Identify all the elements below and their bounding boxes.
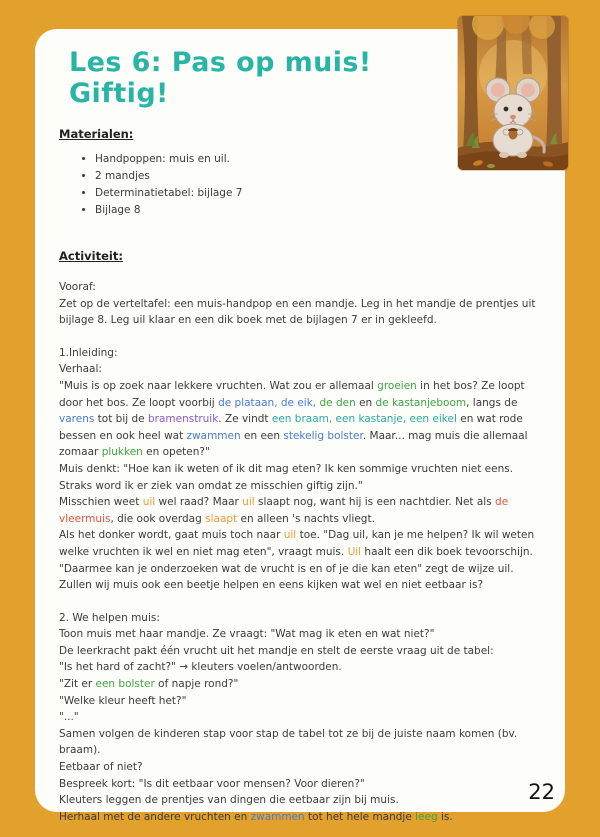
help-line: Bespreek kort: "Is dit eetbaar voor mensen? Voor dieren?" <box>59 777 365 790</box>
mouse-illustration <box>458 16 568 170</box>
vooraf-text: Zet op de verteltafel: een muis-handpop en een mandje. Leg in het mandje de prentjes uit bijlage 8. Leg uil klaar en een dik boek met de bijlagen 7 er in gekleefd. <box>59 297 536 327</box>
help-line: Kleuters leggen de prentjes van dingen die eetbaar zijn bij muis. <box>59 794 399 807</box>
help-line: Herhaal met de andere vruchten en zwammen tot het hele mandje leeg is. <box>59 810 453 823</box>
page-title: Les 6: Pas op muis! Giftig! <box>69 47 372 109</box>
help-line: "Zit er een bolster of napje rond?" <box>59 678 239 691</box>
verhaal-label: Verhaal: <box>59 363 102 376</box>
help-line: Samen volgen de kinderen stap voor stap de tabel tot ze bij de juiste naam komen (bv. braam). <box>59 727 518 757</box>
story-paragraph: "Daarmee kan je onderzoeken wat de vrucht is en of je die kan eten" zegt de wijze uil. <box>59 562 514 575</box>
material-item: • Handpoppen: muis en uil. <box>95 151 537 168</box>
vooraf-label: Vooraf: <box>59 281 96 293</box>
activity-heading: Activiteit: <box>59 249 123 263</box>
help-line: "Is het hard of zacht?" → kleuters voelen/antwoorden. <box>59 661 342 674</box>
material-item: • 2 mandjes <box>95 168 537 185</box>
material-item: • Determinatietabel: bijlage 7 <box>95 185 537 202</box>
story-paragraph: "Muis is op zoek naar lekkere vruchten. Wat zou er allemaal groeien in het bos? Ze loopt door het bos. Ze loopt voorbij de plataan, de eik, de den en de kastanjeboom, langs de varens tot bij de bramenstruik. Ze vindt een braam, een kastanje, een eikel en wat rode bessen en ook heel wat zwammen en een stekelig bolster. Maar... mag muis die allemaal zomaar plukken en opeten?" <box>59 379 528 459</box>
mouse-forest-art <box>458 16 568 170</box>
help-line: "..." <box>59 711 79 724</box>
story-paragraph: Als het donker wordt, gaat muis toch naar uil toe. "Dag uil, kan je me helpen? Ik wil weten welke vruchten ik wel en niet mag eten", vraagt muis. Uil haalt een dik boek tevoorschijn. <box>59 529 535 558</box>
story-paragraph: Muis denkt: "Hoe kan ik weten of ik dit mag eten? Ik ken sommige vruchten niet eens. Straks word ik er ziek van omdat ze misschien giftig zijn." <box>59 462 514 492</box>
lesson-body <box>59 127 537 825</box>
help-line: "Welke kleur heeft het?" <box>59 694 187 707</box>
material-item: • Bijlage 8 <box>95 202 537 219</box>
story-paragraph: Misschien weet uil wel raad? Maar uil slaapt nog, want hij is een nachtdier. Net als de vleermuis, die ook overdag slaapt en alleen 's nachts vliegt. <box>59 496 509 525</box>
help-line: Toon muis met haar mandje. Ze vraagt: "Wat mag ik eten en wat niet?" <box>59 628 435 641</box>
page-number: 22 <box>528 780 555 804</box>
help-heading: 2. We helpen muis: <box>59 611 160 624</box>
materials-heading: Materialen: <box>59 127 134 141</box>
help-line: Eetbaar of niet? <box>59 761 143 774</box>
help-line: De leerkracht pakt één vrucht uit het mandje en stelt de eerste vraag uit de tabel: <box>59 644 494 657</box>
story-paragraph: Zullen wij muis ook een beetje helpen en eens kijken wat wel en niet eetbaar is? <box>59 579 484 592</box>
inleiding-label: 1.Inleiding: <box>59 346 118 359</box>
